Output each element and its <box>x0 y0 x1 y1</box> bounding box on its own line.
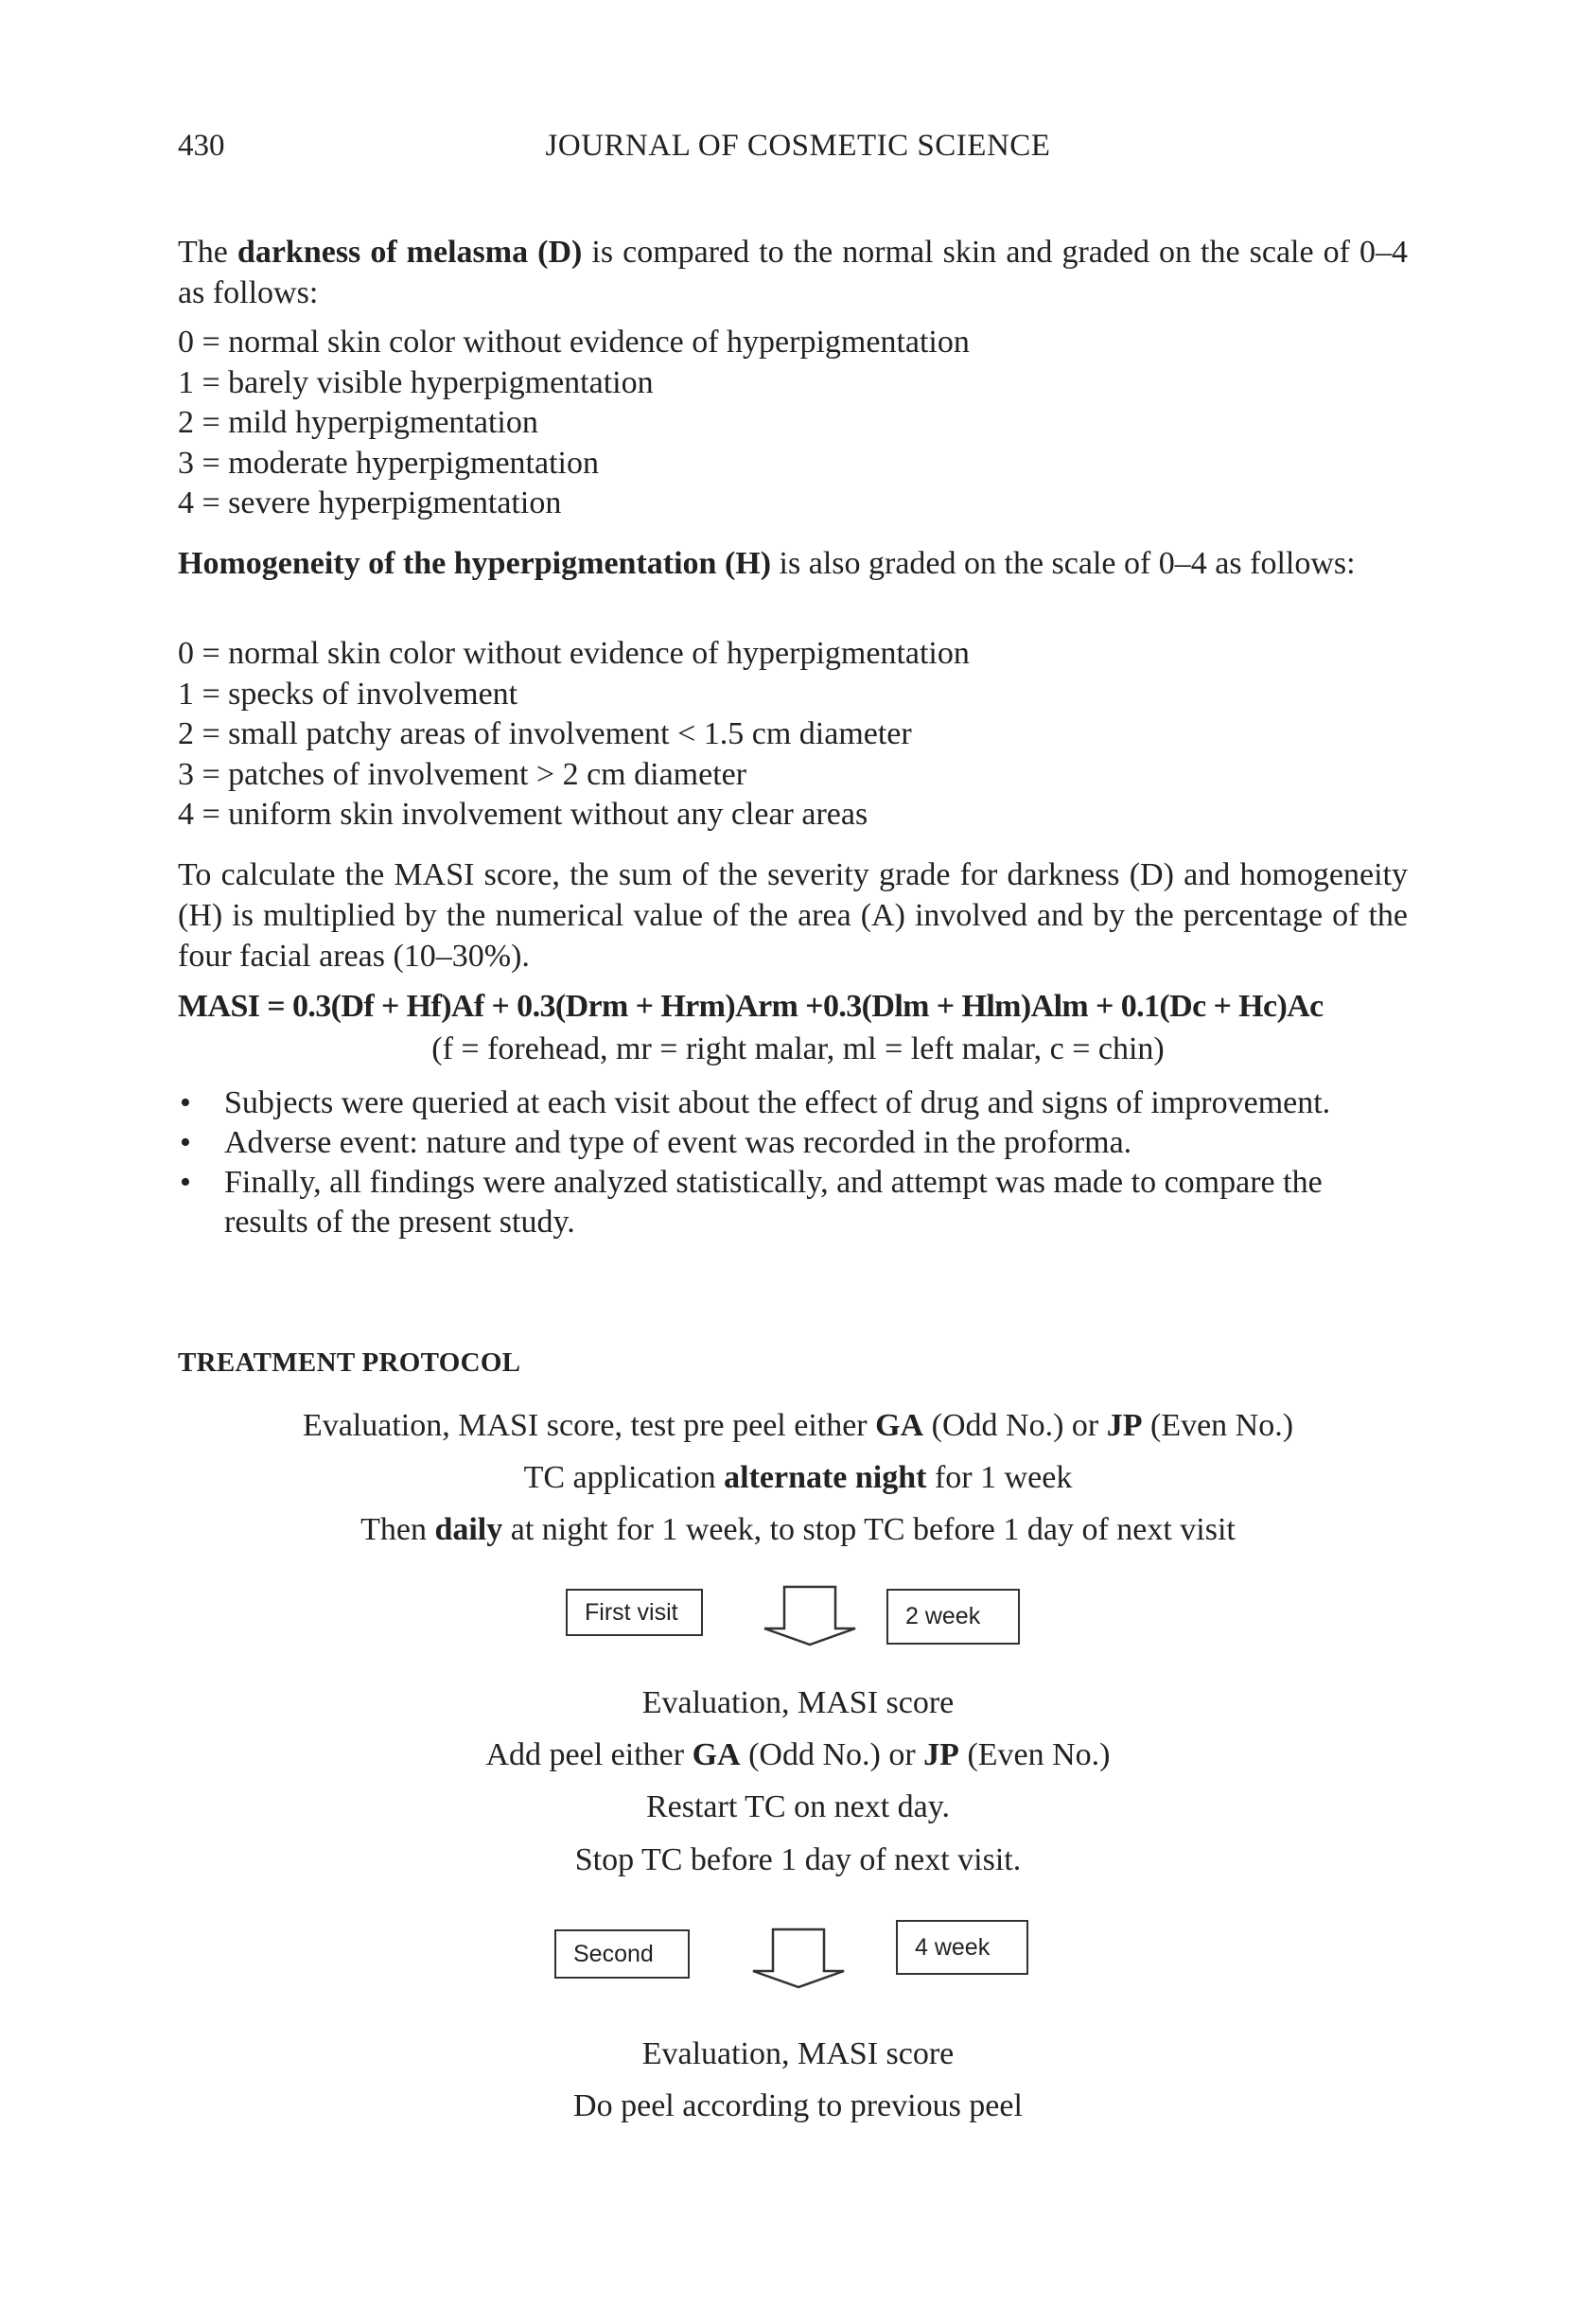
bullet-icon: • <box>180 1125 191 1160</box>
homogeneity-grade-0: 0 = normal skin color without evidence of hyperpigmentation <box>178 636 970 671</box>
bullet-icon: • <box>180 1165 191 1200</box>
bullet-text: Subjects were queried at each visit about the effect of drug and signs of improvement. <box>224 1085 1331 1120</box>
darkness-grade-0: 0 = normal skin color without evidence of hyperpigmentation <box>178 325 970 360</box>
step2-line2: Add peel either GA (Odd No.) or JP (Even No.) <box>485 1737 1111 1772</box>
bullet-text: Adverse event: nature and type of event was recorded in the proforma. <box>224 1125 1132 1160</box>
darkness-grade-4: 4 = severe hyperpigmentation <box>178 485 562 520</box>
darkness-intro-pre: The <box>178 235 237 270</box>
masi-description: To calculate the MASI score, the sum of the severity grade for darkness (D) and homogeneity (H) is multiplied by the numerical value of the area (A) involved and by the percentage of the four facial areas (10–30%). <box>178 857 1408 974</box>
darkness-grade-1: 1 = barely visible hyperpigmentation <box>178 364 654 400</box>
step3-line2: Do peel according to previous peel <box>573 2088 1023 2123</box>
darkness-term: darkness of melasma (D) <box>237 235 583 270</box>
darkness-intro-post: is compared to the normal skin and graded on the scale of 0–4 as follows: <box>178 235 1408 310</box>
journal-title: JOURNAL OF COSMETIC SCIENCE <box>545 129 1051 163</box>
down-arrow-icon <box>749 1928 848 1990</box>
bullet-icon: • <box>180 1085 191 1120</box>
step1-line1: Evaluation, MASI score, test pre peel either GA (Odd No.) or JP (Even No.) <box>302 1408 1294 1443</box>
homogeneity-term: Homogeneity of the hyperpigmentation (H) <box>178 546 772 581</box>
protocol-heading: TREATMENT PROTOCOL <box>178 1347 521 1378</box>
masi-formula-note: (f = forehead, mr = right malar, ml = left malar, c = chin) <box>431 1031 1165 1066</box>
step1-line3: Then daily at night for 1 week, to stop TC before 1 day of next visit <box>360 1512 1236 1547</box>
homogeneity-grade-list <box>178 634 1408 836</box>
step2-line3: Restart TC on next day. <box>645 1789 951 1824</box>
darkness-grade-list <box>178 323 1408 524</box>
bullet-item <box>178 1083 1389 1123</box>
down-arrow-icon <box>761 1585 859 1647</box>
step1-line2: TC application alternate night for 1 week <box>523 1460 1073 1495</box>
homogeneity-intro-post: is also graded on the scale of 0–4 as follows: <box>771 546 1356 581</box>
two-week-box: 2 week <box>886 1589 1020 1645</box>
four-week-box: 4 week <box>896 1920 1028 1975</box>
homogeneity-grade-4: 4 = uniform skin involvement without any clear areas <box>178 797 868 832</box>
masi-formula: MASI = 0.3(Df + Hf)Af + 0.3(Drm + Hrm)Arm +0.3(Dlm + Hlm)Alm + 0.1(Dc + Hc)Ac <box>178 989 1324 1024</box>
homogeneity-grade-3: 3 = patches of involvement > 2 cm diameter <box>178 756 747 792</box>
step2-line4: Stop TC before 1 day of next visit. <box>574 1842 1022 1877</box>
bullet-text: Finally, all findings were analyzed statistically, and attempt was made to compare the results of the present study. <box>224 1165 1323 1240</box>
bullet-item <box>178 1123 1389 1163</box>
darkness-grade-2: 2 = mild hyperpigmentation <box>178 405 538 440</box>
homogeneity-intro <box>178 543 1408 584</box>
homogeneity-grade-2: 2 = small patchy areas of involvement < 1.5 cm diameter <box>178 716 912 751</box>
step3-line1: Evaluation, MASI score <box>641 2036 955 2071</box>
darkness-grade-3: 3 = moderate hyperpigmentation <box>178 445 599 481</box>
first-visit-box: First visit <box>566 1589 703 1636</box>
bullet-item <box>178 1163 1389 1242</box>
step2-line1: Evaluation, MASI score <box>641 1685 955 1720</box>
bullet-list <box>178 1083 1389 1242</box>
page-number: 430 <box>178 129 225 163</box>
second-visit-box: Second <box>554 1929 690 1979</box>
homogeneity-grade-1: 1 = specks of involvement <box>178 676 518 712</box>
darkness-intro <box>178 232 1408 313</box>
